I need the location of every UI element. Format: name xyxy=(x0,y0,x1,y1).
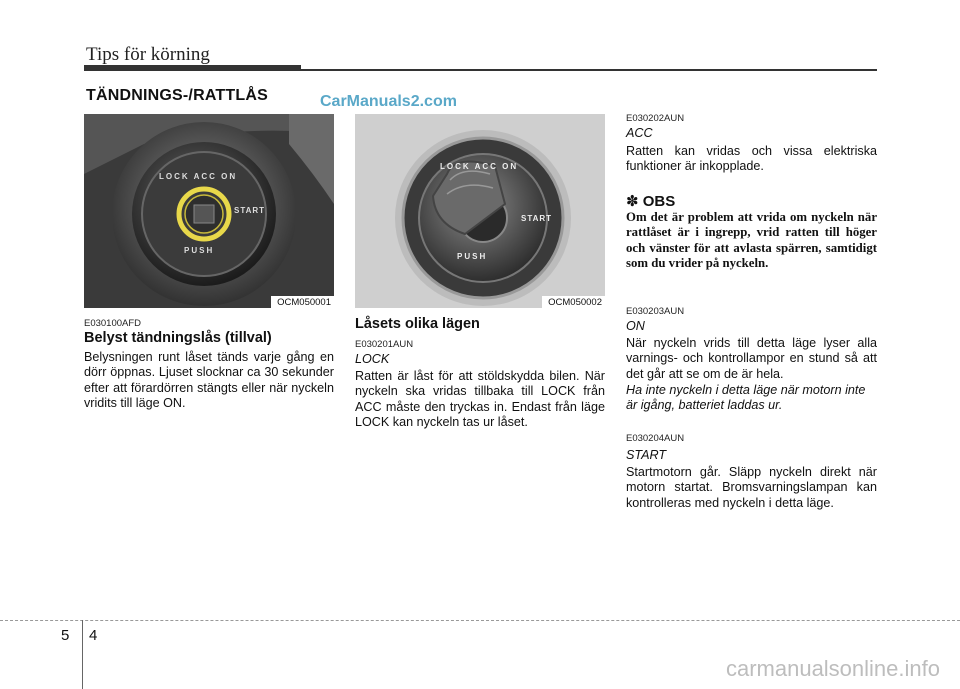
ignition-switch-illustration xyxy=(84,114,334,308)
page-number-chapter: 5 xyxy=(61,627,70,644)
reference-code: E030202AUN xyxy=(626,113,685,124)
section-title: TÄNDNINGS-/RATTLÅS xyxy=(86,87,268,104)
subheading-start: START xyxy=(626,448,667,462)
obs-title: ✽ OBS xyxy=(626,193,676,210)
ring-label-top: LOCK ACC ON xyxy=(159,172,238,181)
figure-caption: OCM050001 xyxy=(271,296,334,308)
ring-label-bottom: PUSH xyxy=(457,252,488,261)
paragraph-start: Startmotorn går. Släpp nyckeln direkt när motorn startat. Bromsvarningslampan kan kontrolleras med nyckeln i detta läge. xyxy=(626,465,877,510)
running-header: Tips för körning xyxy=(86,44,210,65)
footer-vertical-rule xyxy=(82,620,83,689)
paragraph-illuminated-lock: Belysningen runt låset tänds varje gång en dörr öppnas. Ljuset slocknar ca 30 sekunder efter att förardörren stängts eller när nyckeln vridits till läge ON. xyxy=(84,350,334,410)
subheading-acc: ACC xyxy=(626,126,653,140)
header-rule-thick xyxy=(84,65,301,71)
figure-ignition-illuminated xyxy=(84,114,334,308)
figure-caption: OCM050002 xyxy=(542,296,605,308)
watermark-bottom: carmanualsonline.info xyxy=(725,656,940,681)
obs-paragraph: Om det är problem att vrida om nyckeln när rattlåset är i ingrepp, vrid ratten till höger och vänster för att avlasta spärren, samtidigt som du vrider på nyckeln. xyxy=(626,210,877,270)
subheading-on: ON xyxy=(626,319,645,333)
reference-code: E030204AUN xyxy=(626,433,685,444)
ring-label-bottom: PUSH xyxy=(184,246,215,255)
heading-illuminated-lock: Belyst tändningslås (tillval) xyxy=(84,330,272,346)
reference-code: E030100AFD xyxy=(84,318,142,329)
heading-lock-positions: Låsets olika lägen xyxy=(355,316,480,332)
header-rule-thin xyxy=(301,69,877,71)
page-number: 4 xyxy=(89,627,98,644)
paragraph-on: När nyckeln vrids till detta läge lyser alla varnings- och kontrollampor en stund så att det går att se om de är hela. xyxy=(626,336,877,381)
lock-positions-illustration xyxy=(355,114,605,308)
figure-lock-positions xyxy=(355,114,605,308)
paragraph-lock: Ratten är låst för att stöldskydda bilen. När nyckeln ska vridas tillbaka till LOCK från ACC måste den tryckas in. Endast från läge LOCK kan nyckeln tas ur låset. xyxy=(355,369,605,429)
paragraph-acc: Ratten kan vridas och vissa elektriska funktioner är inkopplade. xyxy=(626,144,877,174)
watermark-top: CarManuals2.com xyxy=(320,93,457,110)
reference-code: E030201AUN xyxy=(355,339,414,350)
ring-label-side: START xyxy=(521,214,553,223)
ring-label-top: LOCK ACC ON xyxy=(440,162,519,171)
subheading-lock: LOCK xyxy=(355,352,390,366)
footer-divider xyxy=(0,620,960,621)
reference-code: E030203AUN xyxy=(626,306,685,317)
ring-label-side: START xyxy=(234,206,266,215)
note-on: Ha inte nyckeln i detta läge när motorn inte är igång, batteriet laddas ur. xyxy=(626,383,866,413)
